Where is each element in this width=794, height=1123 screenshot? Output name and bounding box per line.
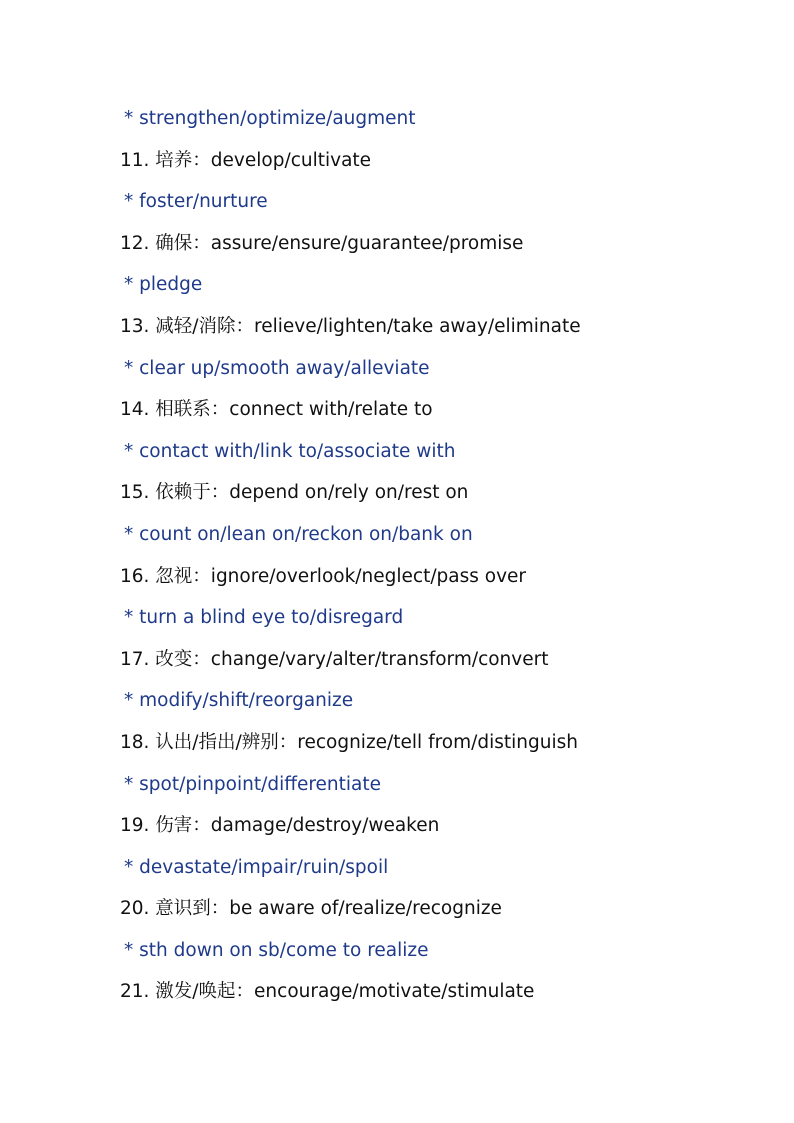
synonym-line: * turn a blind eye to/disregard <box>124 607 404 629</box>
synonym-line: * clear up/smooth away/alleviate <box>124 357 430 379</box>
entry-line: 15. 依赖于：depend on/rely on/rest on <box>120 482 469 504</box>
entry-line: 21. 激发/唤起：encourage/motivate/stimulate <box>120 981 535 1003</box>
synonym-line: * sth down on sb/come to realize <box>124 939 429 961</box>
entry-line: 11. 培养：develop/cultivate <box>120 149 372 171</box>
synonym-line: * spot/pinpoint/differentiate <box>124 773 382 795</box>
synonym-line: * modify/shift/reorganize <box>124 690 354 712</box>
entry-line: 17. 改变：change/vary/alter/transform/convert <box>120 648 549 670</box>
entry-line: 13. 减轻/消除：relieve/lighten/take away/eliminate <box>120 315 581 337</box>
entry-line: 16. 忽视：ignore/overlook/neglect/pass over <box>120 565 527 587</box>
synonym-line: * count on/lean on/reckon on/bank on <box>124 523 473 545</box>
entry-line: 12. 确保：assure/ensure/guarantee/promise <box>120 232 524 254</box>
entry-line: 19. 伤害：damage/destroy/weaken <box>120 815 440 837</box>
entry-line: 20. 意识到：be aware of/realize/recognize <box>120 898 502 920</box>
vocabulary-list <box>120 105 760 1020</box>
synonym-line: * devastate/impair/ruin/spoil <box>124 856 389 878</box>
entry-line: 18. 认出/指出/辨别：recognize/tell from/distinguish <box>120 731 578 753</box>
synonym-line: * strengthen/optimize/augment <box>124 108 416 129</box>
entry-line: 14. 相联系：connect with/relate to <box>120 399 433 421</box>
synonym-line: * contact with/link to/associate with <box>124 440 456 462</box>
synonym-line: * pledge <box>124 274 203 296</box>
synonym-line: * foster/nurture <box>124 191 268 213</box>
